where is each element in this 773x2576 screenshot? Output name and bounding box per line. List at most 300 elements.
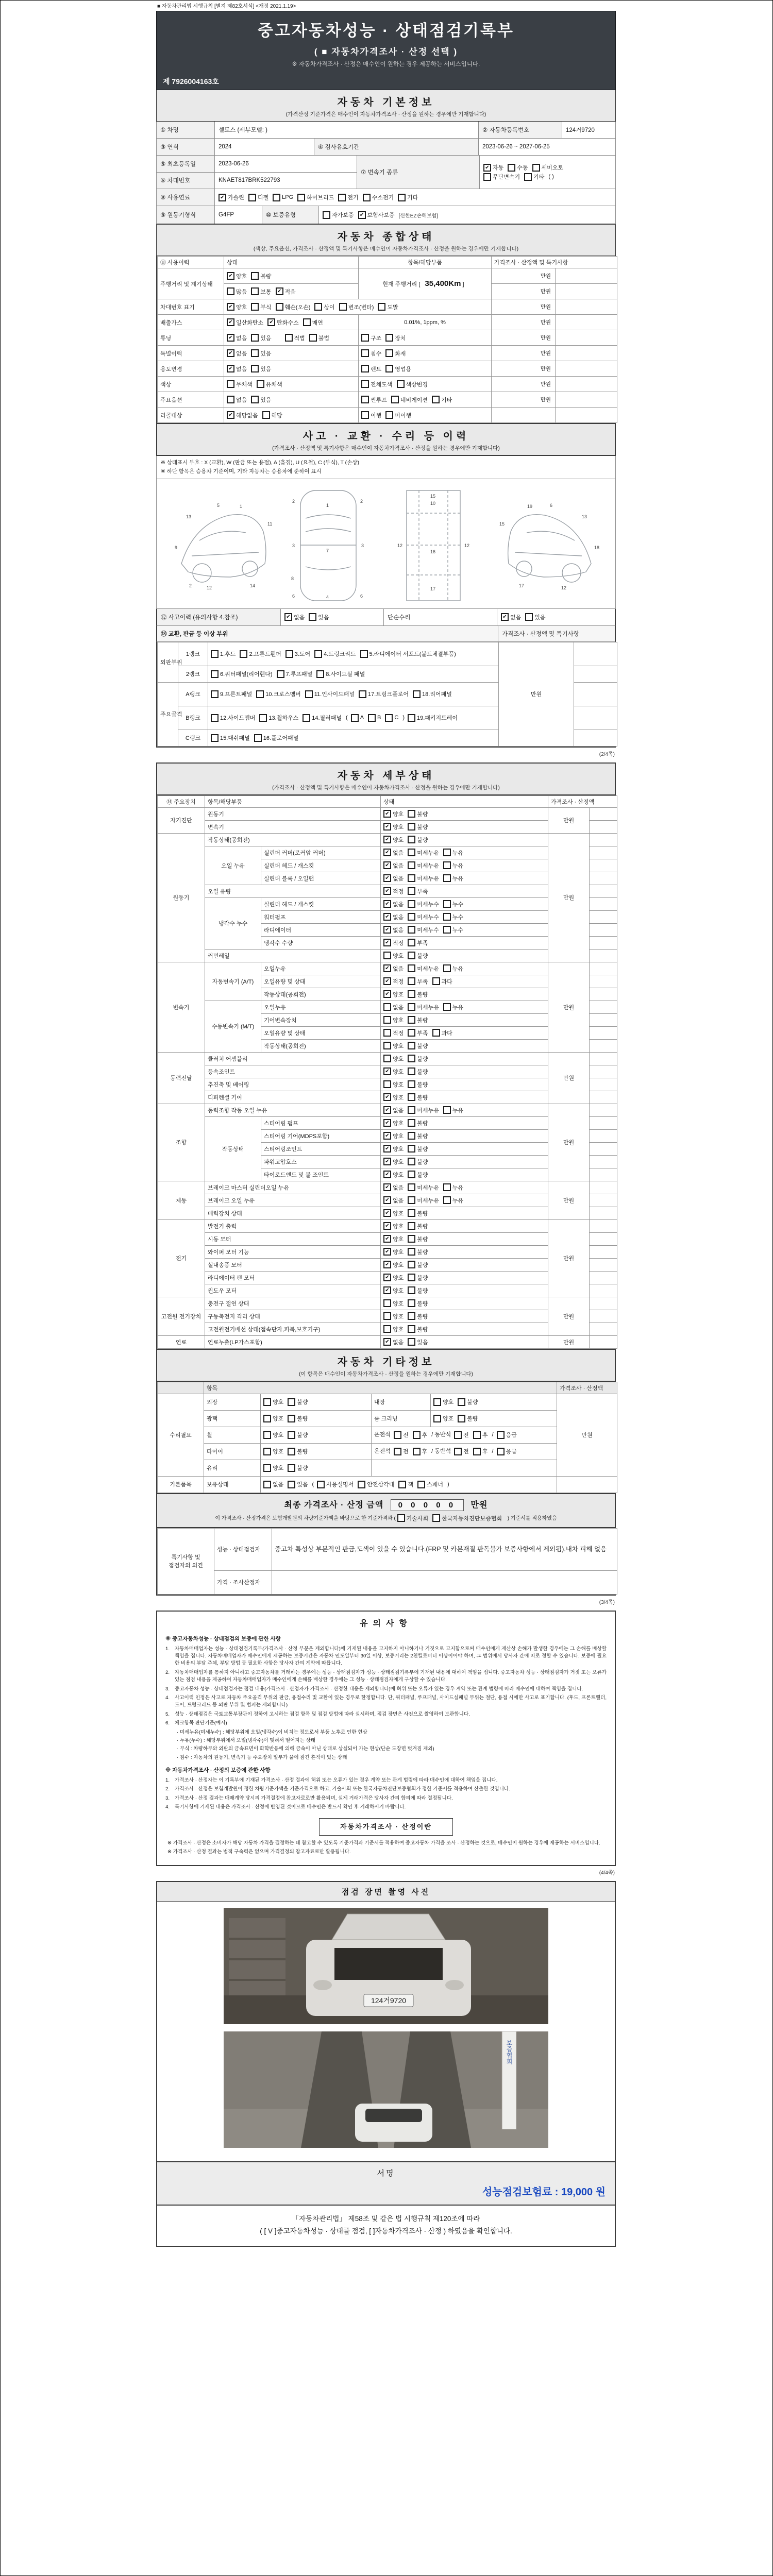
simple-repair-label: 단순수리	[384, 609, 497, 625]
checkbox-적정[interactable]	[383, 939, 404, 947]
checkbox-18.리어패널[interactable]	[413, 690, 452, 698]
checkbox-없음[interactable]	[383, 926, 404, 934]
checkbox-전[interactable]	[454, 1431, 469, 1439]
checkbox-5.라디에이터 서포트(볼트체결부품)[interactable]	[360, 650, 456, 658]
item-label: 외장	[204, 1394, 261, 1410]
checkbox-17.트렁크플로어[interactable]	[359, 690, 409, 698]
checkbox-14.필러패널[interactable]	[303, 714, 342, 722]
checkbox-누수[interactable]	[443, 900, 463, 908]
checkbox-box	[532, 164, 540, 172]
checkbox-box	[408, 952, 415, 959]
checkbox-불량[interactable]	[408, 1093, 428, 1101]
checkbox-양호[interactable]	[383, 1286, 404, 1295]
checkbox-누유[interactable]	[443, 1196, 463, 1205]
checkbox-후[interactable]	[473, 1431, 488, 1439]
checkbox-label: 전체도색	[371, 381, 393, 388]
checkbox-있음[interactable]	[309, 613, 329, 621]
checkbox-불량[interactable]	[408, 836, 428, 844]
notice-item-number: 3.	[165, 1686, 170, 1692]
checkbox-불량[interactable]	[408, 1235, 428, 1243]
checkbox-없음[interactable]	[383, 1338, 404, 1346]
col-usage-history: ⑪ 사용이력	[158, 257, 224, 268]
checkbox-양호[interactable]	[383, 1042, 404, 1050]
checkbox-부족[interactable]	[408, 977, 428, 986]
checkbox-누유[interactable]	[443, 849, 463, 857]
checkbox-디젤[interactable]	[248, 193, 268, 201]
checkbox-응급[interactable]	[497, 1447, 517, 1455]
checkbox-양호[interactable]	[383, 1274, 404, 1282]
checkbox-미세누수[interactable]	[408, 913, 439, 921]
section-etc-info	[156, 1350, 616, 1382]
checkbox-누유[interactable]	[443, 1183, 463, 1192]
checkbox-탄화수소[interactable]	[267, 318, 299, 327]
checkbox-누유[interactable]	[443, 1106, 463, 1114]
checkbox-불량[interactable]	[408, 1080, 428, 1089]
item-cell: 구동축전지 격리 상태	[205, 1310, 381, 1323]
checkbox-누수[interactable]	[443, 926, 463, 934]
checkbox-불량[interactable]	[288, 1414, 308, 1422]
col-item-part: 항목/해당부품	[359, 257, 492, 268]
state-code-note: ※ 상태표시 부호 : X (교환), W (판금 또는 용접), A (흠집), U (요철), C (부식), T (손상)	[161, 460, 359, 466]
checkbox-box	[256, 690, 264, 698]
checkbox-16.플로어패널[interactable]	[254, 734, 298, 742]
checkbox-미세누유[interactable]	[408, 964, 439, 973]
checkbox-있음[interactable]	[251, 349, 271, 358]
checkbox-일산화탄소[interactable]	[227, 318, 263, 327]
checkbox-양호[interactable]	[383, 1145, 404, 1153]
final-price-digits: 0 0 0 0 0	[391, 1499, 464, 1511]
checkbox-기타[interactable]	[524, 173, 544, 181]
checkbox-label: 양호	[273, 1432, 284, 1439]
svg-text:3: 3	[292, 543, 295, 548]
checkbox-불량[interactable]	[288, 1464, 308, 1472]
checkbox-불량[interactable]	[408, 1145, 428, 1153]
checkbox-미세누유[interactable]	[408, 861, 439, 870]
checkbox-양호[interactable]	[383, 1158, 404, 1166]
checkbox-양호[interactable]	[263, 1464, 283, 1472]
checkbox-없음[interactable]	[383, 1196, 404, 1205]
checkbox-양호[interactable]	[383, 836, 404, 844]
checkbox-양호[interactable]	[383, 990, 404, 998]
checkbox-장치[interactable]	[385, 334, 406, 342]
checkbox-기술사회[interactable]	[397, 1514, 429, 1522]
checkbox-전체도색[interactable]	[361, 380, 393, 388]
checkbox-불량[interactable]	[288, 1431, 308, 1439]
checkbox-label: 19.패키지트레이	[417, 715, 458, 722]
checkbox-19.패키지트레이[interactable]	[408, 714, 458, 722]
checkbox-양호[interactable]	[383, 1299, 404, 1308]
state-cell	[224, 284, 359, 299]
checkbox-미세누수[interactable]	[408, 900, 439, 908]
checkbox-없음[interactable]	[227, 334, 247, 342]
checkbox-미세누유[interactable]	[408, 1183, 439, 1192]
checkbox-적법[interactable]	[285, 334, 305, 342]
checkbox-label: 불량	[417, 837, 428, 843]
checkbox-box	[383, 1016, 391, 1024]
checkbox-색상변경[interactable]	[397, 380, 428, 388]
checkbox-8.사이드실 패널[interactable]	[316, 670, 365, 678]
checkbox-이행[interactable]	[361, 411, 381, 419]
checkbox-해당없음[interactable]	[227, 411, 258, 419]
checkbox-양호[interactable]	[383, 1171, 404, 1179]
checkbox-양호[interactable]	[383, 1119, 404, 1127]
checkbox-없음[interactable]	[383, 874, 404, 883]
checkbox-한국자동차진단보증협회[interactable]	[432, 1514, 502, 1522]
checkbox-불량[interactable]	[408, 1067, 428, 1076]
checkbox-없음[interactable]	[383, 1106, 404, 1114]
checkbox-화재[interactable]	[385, 349, 406, 358]
checkbox-box: ✔	[383, 836, 391, 843]
checkbox-있음[interactable]	[525, 613, 545, 621]
checkbox-없음[interactable]	[383, 964, 404, 973]
notice-item	[165, 1777, 607, 1784]
checkbox-양호[interactable]	[263, 1431, 283, 1439]
checkbox-불량[interactable]	[458, 1414, 478, 1422]
checkbox-부족[interactable]	[408, 887, 428, 895]
checkbox-label: 적정	[393, 1030, 404, 1037]
checkbox-label: 불량	[297, 1399, 308, 1406]
checkbox-썬루프[interactable]	[361, 396, 387, 404]
text-token: )	[447, 1481, 449, 1487]
checkbox-양호[interactable]	[433, 1398, 453, 1406]
checkbox-불량[interactable]	[408, 990, 428, 998]
checkbox-불량[interactable]	[408, 1274, 428, 1282]
checkbox-있음[interactable]	[408, 1338, 428, 1346]
state-cell	[381, 820, 548, 833]
checkbox-불량[interactable]	[408, 1119, 428, 1127]
checkbox-양호[interactable]	[383, 1235, 404, 1243]
checkbox-label: 도말	[387, 304, 398, 311]
checkbox-잭[interactable]	[398, 1480, 413, 1488]
checkbox-변조(변타)[interactable]	[339, 303, 374, 311]
checkbox-없음[interactable]	[227, 365, 247, 373]
accident-history-options	[281, 609, 384, 625]
checkbox-9.프론트패널[interactable]	[211, 690, 252, 698]
checkbox-box	[259, 714, 267, 722]
checkbox-미세누유[interactable]	[408, 849, 439, 857]
checkbox-없음[interactable]	[263, 1480, 283, 1488]
checkbox-A[interactable]	[351, 714, 364, 722]
checkbox-label: 양호	[393, 1249, 404, 1256]
checkbox-불량[interactable]	[408, 1299, 428, 1308]
checkbox-양호[interactable]	[383, 1222, 404, 1230]
checkbox-양호[interactable]	[433, 1414, 453, 1422]
notice-bullet: · 침수 : 자동차의 원동기, 변속기 등 주요장치 일부가 물에 잠긴 흔적이 있는 상태	[177, 1754, 347, 1760]
checkbox-양호[interactable]	[263, 1414, 283, 1422]
checkbox-label: 양호	[393, 1081, 404, 1088]
checkbox-불량[interactable]	[408, 1222, 428, 1230]
checkbox-양호[interactable]	[383, 810, 404, 818]
checkbox-부족[interactable]	[408, 1029, 428, 1037]
checkbox-불량[interactable]	[408, 1248, 428, 1256]
checkbox-구조[interactable]	[361, 334, 381, 342]
checkbox-수동[interactable]	[508, 163, 528, 172]
checkbox-무채색[interactable]	[227, 380, 253, 388]
checkbox-3.도어[interactable]	[285, 650, 310, 658]
checkbox-B[interactable]	[368, 714, 381, 722]
checkbox-label: 미세누유	[417, 1004, 439, 1011]
notice-item-text: 중고자동차 성능 · 상태점검자는 점검 내용(가격조사 · 산정자가 가격조사 · 산정한 내용은 제외합니다)에 허위 또는 오류가 있는 경우 계약 또는 관계 법령에 따라 매수인에 대하여 책임을 집니다.	[175, 1686, 583, 1692]
checkbox-box: ✔	[383, 1106, 391, 1114]
checkbox-기타[interactable]	[398, 193, 418, 201]
checkbox-후[interactable]	[473, 1447, 488, 1455]
checkbox-1.후드[interactable]	[211, 650, 236, 658]
checkbox-불량[interactable]	[408, 1261, 428, 1269]
checkbox-적음[interactable]	[276, 287, 296, 296]
checkbox-전[interactable]	[454, 1447, 469, 1455]
section-note: (가격산정 기준가격은 매수인이 자동차가격조사 · 산정을 원하는 경우에만 기재합니다)	[285, 111, 486, 117]
checkbox-상이[interactable]	[314, 303, 334, 311]
checkbox-box: ✔	[383, 887, 391, 895]
state-cell	[381, 897, 548, 910]
checkbox-있음[interactable]	[288, 1480, 308, 1488]
checkbox-불량[interactable]	[408, 1055, 428, 1063]
checkbox-양호[interactable]	[383, 1016, 404, 1024]
checkbox-렌트[interactable]	[361, 365, 381, 373]
detail-state-table	[156, 795, 616, 1350]
checkbox-자가보증[interactable]	[323, 211, 354, 219]
checkbox-자동[interactable]	[483, 163, 503, 172]
svg-text:1: 1	[240, 503, 243, 509]
checkbox-양호[interactable]	[383, 1055, 404, 1063]
inspection-document	[156, 2, 616, 2247]
checkbox-전기[interactable]	[338, 193, 358, 201]
checkbox-불량[interactable]	[408, 1312, 428, 1320]
checkbox-없음[interactable]	[383, 1003, 404, 1011]
checkbox-미세누유[interactable]	[408, 1106, 439, 1114]
checkbox-없음[interactable]	[383, 900, 404, 908]
checkbox-box	[408, 1080, 415, 1088]
checkbox-후[interactable]	[413, 1431, 428, 1439]
section-detail-state	[156, 762, 616, 795]
checkbox-label: 없음	[294, 614, 305, 621]
checkbox-기타[interactable]	[432, 396, 452, 404]
notice-heading: ※ 자동차가격조사 · 산정의 보증에 관한 사항	[165, 1767, 271, 1774]
checkbox-침수[interactable]	[361, 349, 381, 358]
checkbox-무단변속기[interactable]	[483, 173, 520, 181]
checkbox-12.사이드멤버[interactable]	[211, 714, 255, 722]
checkbox-도말[interactable]	[378, 303, 398, 311]
table-row	[158, 833, 617, 846]
checkbox-누수[interactable]	[443, 913, 463, 921]
checkbox-양호[interactable]	[227, 303, 247, 311]
checkbox-가솔린[interactable]	[219, 193, 244, 201]
license-plate-text: 124거9720	[371, 1996, 407, 2005]
warranty-label: ⑩ 보증유형	[262, 206, 319, 224]
checkbox-box	[443, 874, 451, 882]
checkbox-7.루프패널[interactable]	[277, 670, 313, 678]
checkbox-스패너[interactable]	[417, 1480, 443, 1488]
checkbox-과다[interactable]	[432, 1029, 452, 1037]
state-cell	[381, 1297, 548, 1310]
checkbox-누유[interactable]	[443, 874, 463, 883]
checkbox-있음[interactable]	[251, 396, 271, 404]
checkbox-없음[interactable]	[227, 396, 247, 404]
device-group: 동력전달	[158, 1052, 205, 1104]
checkbox-label: 전기	[347, 195, 359, 201]
checkbox-양호[interactable]	[383, 952, 404, 960]
checkbox-양호[interactable]	[263, 1398, 283, 1406]
price-appraisal-definition-box: 자동차가격조사 · 산정이란	[319, 1818, 453, 1836]
checkbox-box	[458, 1398, 465, 1406]
checkbox-수소전기[interactable]	[363, 193, 394, 201]
checkbox-유채색[interactable]	[257, 380, 282, 388]
checkbox-불량[interactable]	[408, 1171, 428, 1179]
checkbox-box	[211, 690, 219, 698]
checkbox-미이행[interactable]	[385, 411, 411, 419]
checkbox-불량[interactable]	[408, 1158, 428, 1166]
notice-item-number: 5.	[165, 1711, 170, 1717]
checkbox-없음[interactable]	[383, 849, 404, 857]
checkbox-전[interactable]	[394, 1447, 409, 1455]
checkbox-box	[458, 1415, 465, 1422]
checkbox-양호[interactable]	[383, 1248, 404, 1256]
checkbox-후[interactable]	[413, 1447, 428, 1455]
checkbox-양호[interactable]	[227, 272, 247, 280]
checkbox-불량[interactable]	[408, 1016, 428, 1024]
checkbox-없음[interactable]	[227, 349, 247, 358]
checkbox-미세누유[interactable]	[408, 874, 439, 883]
checkbox-양호[interactable]	[383, 1093, 404, 1101]
checkbox-전[interactable]	[394, 1431, 409, 1439]
checkbox-4.트렁크리드[interactable]	[314, 650, 356, 658]
checkbox-불량[interactable]	[288, 1447, 308, 1455]
checkbox-불량[interactable]	[408, 1042, 428, 1050]
checkbox-양호[interactable]	[383, 1132, 404, 1140]
checkbox-적정[interactable]	[383, 887, 404, 895]
checkbox-있음[interactable]	[251, 365, 271, 373]
checkbox-불량[interactable]	[408, 823, 428, 831]
section-accident-history	[156, 424, 616, 456]
checkbox-미세누수[interactable]	[408, 926, 439, 934]
checkbox-해당[interactable]	[262, 411, 282, 419]
checkbox-하이브리드[interactable]	[297, 193, 334, 201]
remark-blank-cell	[590, 1065, 617, 1078]
checkbox-box	[443, 900, 451, 908]
checkbox-box: ✔	[383, 1235, 391, 1243]
checkbox-양호[interactable]	[383, 1067, 404, 1076]
checkbox-네비게이션[interactable]	[391, 396, 428, 404]
checkbox-label: 불량	[417, 1236, 428, 1243]
checkbox-많음[interactable]	[227, 287, 247, 296]
checkbox-label: 불량	[417, 1043, 428, 1049]
checkbox-없음[interactable]	[501, 613, 521, 621]
checkbox-양호[interactable]	[383, 823, 404, 831]
checkbox-양호[interactable]	[383, 1312, 404, 1320]
checkbox-불량[interactable]	[288, 1398, 308, 1406]
checkbox-미세누유[interactable]	[408, 1003, 439, 1011]
checkbox-양호[interactable]	[383, 1261, 404, 1269]
checkbox-불량[interactable]	[408, 1286, 428, 1295]
checkbox-세미오토[interactable]	[532, 163, 564, 172]
checkbox-양호[interactable]	[263, 1447, 283, 1455]
item-cell: 작동상태(공회전)	[261, 1039, 381, 1052]
state-cell	[381, 1078, 548, 1091]
checkbox-box	[408, 1042, 415, 1049]
col-price-remarks: 가격조사 · 산정액 및 특기사항	[492, 257, 617, 268]
text-token: (	[346, 715, 348, 721]
text-token: /	[492, 1432, 494, 1438]
photo-section	[156, 1881, 616, 2162]
state-cell	[381, 1245, 548, 1258]
section-title: 자동차 종합상태	[337, 231, 435, 243]
checkbox-불량[interactable]	[458, 1398, 478, 1406]
standard-note: ※ 하단 항목은 승용차 기준이며, 기타 자동차는 승용차에 준하여 표시	[161, 468, 322, 474]
checkbox-2.프론트휀더[interactable]	[240, 650, 281, 658]
checkbox-안전삼각대[interactable]	[358, 1480, 394, 1488]
checkbox-box: ✔	[383, 1196, 391, 1204]
checkbox-box	[314, 650, 322, 658]
checkbox-있음[interactable]	[251, 334, 271, 342]
checkbox-불량[interactable]	[408, 810, 428, 818]
checkbox-없음[interactable]	[383, 1183, 404, 1192]
remark-blank-cell	[556, 330, 617, 346]
checkbox-훼손(오손)[interactable]	[276, 303, 311, 311]
state-cell	[381, 1052, 548, 1065]
table-row	[158, 315, 617, 330]
checkbox-15.대쉬패널[interactable]	[211, 734, 250, 742]
state-cell	[381, 1335, 548, 1348]
checkbox-불량[interactable]	[408, 1209, 428, 1217]
checkbox-누유[interactable]	[443, 964, 463, 973]
checkbox-보험사보증[interactable]	[358, 211, 395, 219]
checkbox-양호[interactable]	[383, 1080, 404, 1089]
checkbox-불량[interactable]	[251, 272, 271, 280]
checkbox-부족[interactable]	[408, 939, 428, 947]
checkbox-불량[interactable]	[408, 1325, 428, 1333]
checkbox-부식[interactable]	[251, 303, 271, 311]
checkbox-미세누유[interactable]	[408, 1196, 439, 1205]
checkbox-매연[interactable]	[303, 318, 323, 327]
checkbox-사용설명서[interactable]	[317, 1480, 354, 1488]
item-subgroup: 수동변속기 (M/T)	[205, 1001, 261, 1052]
checkbox-11.인사이드패널[interactable]	[305, 690, 355, 698]
checkbox-6.쿼터패널(리어휀다)[interactable]	[211, 670, 273, 678]
checkbox-양호[interactable]	[383, 1209, 404, 1217]
checkbox-box: ✔	[383, 1132, 391, 1140]
checkbox-13.휠하우스[interactable]	[259, 714, 298, 722]
checkbox-누유[interactable]	[443, 1003, 463, 1011]
checkbox-box: ✔	[267, 318, 275, 326]
checkbox-누유[interactable]	[443, 861, 463, 870]
checkbox-box: ✔	[483, 164, 491, 172]
checkbox-응급[interactable]	[497, 1431, 517, 1439]
checkbox-적정[interactable]	[383, 977, 404, 986]
basic-info-table	[156, 122, 616, 225]
checkbox-없음[interactable]	[383, 861, 404, 870]
checkbox-없음[interactable]	[284, 613, 305, 621]
checkbox-box	[385, 334, 393, 342]
checkbox-불법[interactable]	[309, 334, 329, 342]
checkbox-없음[interactable]	[383, 913, 404, 921]
text-token: 운전석	[374, 1448, 391, 1455]
checkbox-불량[interactable]	[408, 1132, 428, 1140]
checkbox-box	[358, 1481, 365, 1488]
checkbox-보통[interactable]	[251, 287, 271, 296]
checkbox-10.크로스멤버[interactable]	[256, 690, 300, 698]
checkbox-label: 있음	[260, 397, 272, 403]
checkbox-box	[257, 380, 264, 388]
checkbox-C[interactable]	[385, 714, 398, 722]
checkbox-과다[interactable]	[432, 977, 452, 986]
checkbox-영업용[interactable]	[385, 365, 411, 373]
checkbox-적정[interactable]	[383, 1029, 404, 1037]
checkbox-label: 무단변속기	[493, 174, 520, 180]
checkbox-LPG[interactable]	[273, 194, 293, 201]
checkbox-box	[240, 650, 247, 658]
checkbox-양호[interactable]	[383, 1325, 404, 1333]
checkbox-불량[interactable]	[408, 952, 428, 960]
